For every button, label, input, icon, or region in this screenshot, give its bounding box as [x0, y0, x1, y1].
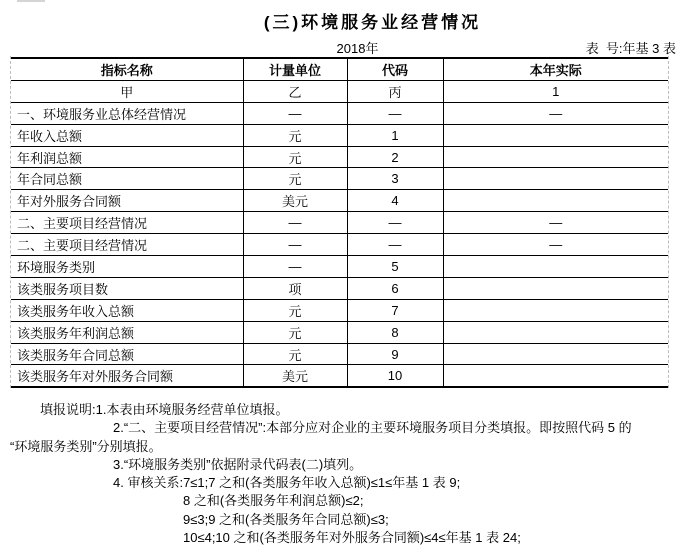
actual-value-cell[interactable]	[443, 299, 668, 321]
indicator-name-cell: 该类服务项目数	[11, 277, 243, 299]
code-cell: —	[347, 234, 443, 256]
header-code: 代码	[347, 58, 443, 80]
table-number-label: 表 号:年基 3 表	[585, 41, 676, 56]
header-actual: 本年实际	[443, 58, 668, 80]
table-row	[11, 190, 668, 212]
note-line: 填报说明:1.本表由环境服务经营单位填报。	[40, 402, 289, 417]
indicator-name-cell: 一、环境服务业总体经营情况	[11, 102, 243, 124]
indicator-name-cell: 该类服务年收入总额	[11, 299, 243, 321]
unit-cell: —	[243, 212, 347, 234]
table-row	[11, 299, 668, 321]
page-title: (三)环境服务业经营情况	[263, 13, 482, 32]
indicator-name-cell: 年利润总额	[11, 146, 243, 168]
table-header-row	[11, 58, 668, 80]
unit-cell: 项	[243, 277, 347, 299]
actual-value-cell[interactable]	[443, 256, 668, 278]
actual-value-cell[interactable]	[443, 168, 668, 190]
table-row	[11, 168, 668, 190]
table-row	[11, 234, 668, 256]
header-unit: 计量单位	[243, 58, 347, 80]
actual-value-cell: —	[443, 234, 668, 256]
actual-value-cell: —	[443, 212, 668, 234]
subheader-jia: 甲	[11, 80, 243, 102]
note-line: 8 之和(各类服务年利润总额)≤2;	[183, 493, 364, 509]
table-row	[11, 365, 668, 387]
table-row	[11, 146, 668, 168]
indicator-name-cell: 二、主要项目经营情况	[11, 234, 243, 256]
note-line: 4. 审核关系:7≤1;7 之和(各类服务年收入总额)≤1≤年基 1 表 9;	[113, 475, 461, 491]
table-row	[11, 277, 668, 299]
subheader-bing: 丙	[347, 80, 443, 102]
unit-cell: 美元	[243, 190, 347, 212]
actual-value-cell[interactable]	[443, 190, 668, 212]
subheader-yi: 乙	[243, 80, 347, 102]
table-row	[11, 212, 668, 234]
indicator-name-cell: 二、主要项目经营情况	[11, 212, 243, 234]
note-line: 10≤4;10 之和(各类服务年对外服务合同额)≤4≤年基 1 表 24;	[183, 530, 521, 545]
unit-cell: 元	[243, 343, 347, 365]
code-cell: 6	[347, 277, 443, 299]
indicator-name-cell: 年对外服务合同额	[11, 190, 243, 212]
code-cell: 2	[347, 146, 443, 168]
indicator-name-cell: 环境服务类别	[11, 256, 243, 278]
unit-cell: 美元	[243, 365, 347, 387]
report-year: 2018年	[336, 41, 379, 56]
actual-value-cell: —	[443, 102, 668, 124]
note-line: “环境服务类别”分别填报。	[10, 438, 162, 454]
table-row	[11, 321, 668, 343]
actual-value-cell[interactable]	[443, 343, 668, 365]
unit-cell: —	[243, 234, 347, 256]
unit-cell: —	[243, 102, 347, 124]
indicator-name-cell: 年合同总额	[11, 168, 243, 190]
table-subheader-row	[11, 80, 668, 102]
page-boundary-mark	[17, 0, 45, 2]
filling-instructions	[10, 401, 678, 545]
actual-value-cell[interactable]	[443, 146, 668, 168]
indicator-name-cell: 该类服务年合同总额	[11, 343, 243, 365]
table-row	[11, 256, 668, 278]
note-line: 2.“二、主要项目经营情况”:本部分应对企业的主要环境服务项目分类填报。即按照代码 5 的	[113, 420, 632, 436]
actual-value-cell[interactable]	[443, 321, 668, 343]
actual-value-cell[interactable]	[443, 365, 668, 387]
actual-value-cell[interactable]	[443, 277, 668, 299]
indicator-table	[11, 57, 668, 388]
table-row	[11, 343, 668, 365]
code-cell: 8	[347, 321, 443, 343]
code-cell: 1	[347, 124, 443, 146]
unit-cell: —	[243, 256, 347, 278]
print-boundary-right	[668, 56, 669, 388]
unit-cell: 元	[243, 168, 347, 190]
indicator-name-cell: 该类服务年对外服务合同额	[11, 365, 243, 387]
indicator-name-cell: 年收入总额	[11, 124, 243, 146]
table-row	[11, 102, 668, 124]
code-cell: 7	[347, 299, 443, 321]
code-cell: 5	[347, 256, 443, 278]
code-cell: —	[347, 102, 443, 124]
subheader-1: 1	[443, 80, 668, 102]
actual-value-cell[interactable]	[443, 124, 668, 146]
note-line: 3.“环境服务类别”依据附录代码表(二)填列。	[113, 456, 363, 472]
code-cell: —	[347, 212, 443, 234]
unit-cell: 元	[243, 299, 347, 321]
code-cell: 10	[347, 365, 443, 387]
table-row	[11, 124, 668, 146]
indicator-name-cell: 该类服务年利润总额	[11, 321, 243, 343]
note-line: 9≤3;9 之和(各类服务年合同总额)≤3;	[183, 511, 389, 527]
unit-cell: 元	[243, 321, 347, 343]
code-cell: 4	[347, 190, 443, 212]
code-cell: 9	[347, 343, 443, 365]
header-indicator-name: 指标名称	[11, 58, 243, 80]
code-cell: 3	[347, 168, 443, 190]
unit-cell: 元	[243, 146, 347, 168]
unit-cell: 元	[243, 124, 347, 146]
